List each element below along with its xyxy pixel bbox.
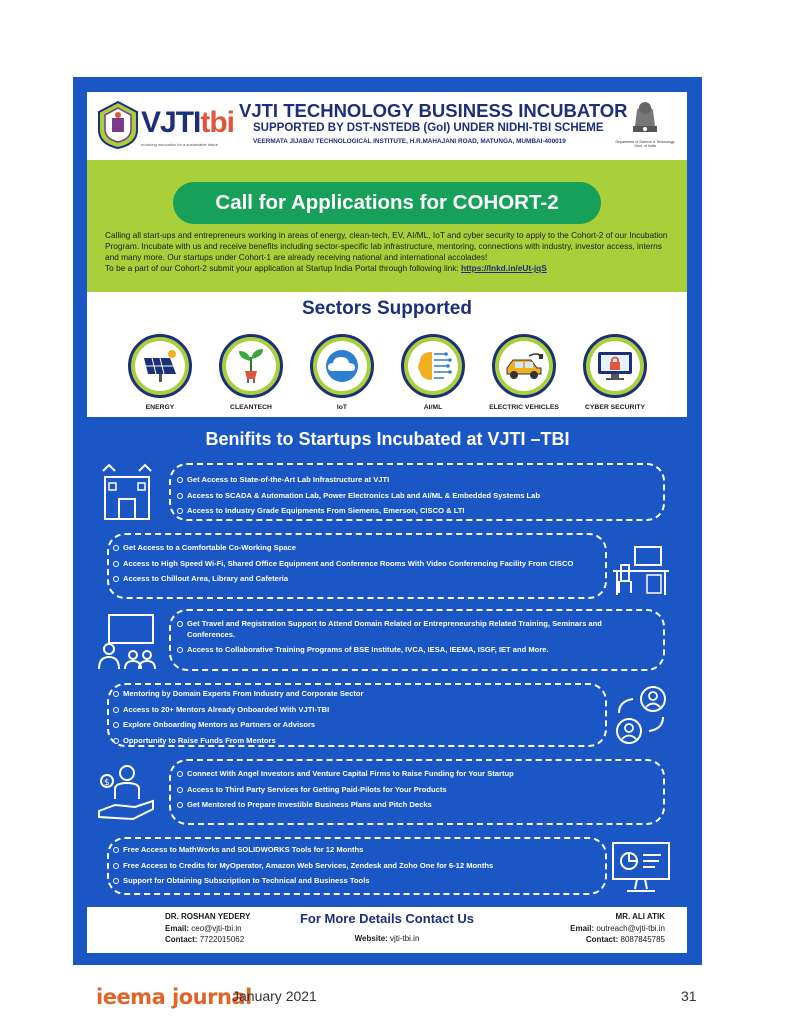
contact-email[interactable]: outreach@vjti-tbi.in: [596, 923, 665, 933]
brain-circuit-icon: [412, 346, 454, 386]
sector-cyber: [570, 334, 660, 411]
sector-label: IoT: [336, 404, 348, 411]
svg-text:$: $: [104, 778, 110, 788]
list-item: Access to Third Party Services for Getting Paid-Pilots for Your Products: [177, 785, 647, 796]
cloud-icon: [321, 347, 363, 385]
list-item: Mentoring by Domain Experts From Industry and Corporate Sector: [113, 689, 593, 700]
list-item: Access to Industry Grade Equipments From Siemens, Emerson, CISCO & LTI: [177, 506, 647, 517]
apply-text: To be a part of our Cohort-2 submit your application at Startup India Portal through following link:: [105, 263, 462, 273]
contact-email[interactable]: ceo@vjti-tbi.in: [191, 923, 242, 933]
cohort-call-banner: Call for Applications for COHORT-2: [173, 182, 601, 224]
list-item: Get Mentored to Prepare Investible Business Plans and Pitch Decks: [177, 800, 647, 811]
sector-energy: [115, 334, 205, 411]
poster: [73, 77, 702, 965]
contact-website: Website: vjti-tbi.in: [354, 934, 420, 943]
benefit-list: [113, 689, 593, 751]
vjti-tbi-logo: [95, 100, 235, 154]
workspace-desk-icon: [609, 537, 673, 601]
list-item: Free Access to MathWorks and SOLIDWORKS Tools for 12 Months: [113, 845, 593, 856]
contact-phone: 7722015062: [199, 935, 245, 944]
contact-right: MR. ALI ATIK Email: outreach@vjti-tbi.in Contact: 8087845785: [570, 912, 665, 944]
incubator-title: VJTI TECHNOLOGY BUSINESS INCUBATOR: [239, 100, 628, 121]
lock-monitor-icon: [595, 348, 635, 384]
benefit-group-workspace: [73, 531, 702, 601]
electric-car-icon: [503, 348, 545, 384]
issue-date: January 2021: [232, 988, 317, 1004]
contact-name: DR. ROSHAN YEDERY: [165, 912, 251, 921]
contact-name: MR. ALI ATIK: [615, 912, 665, 921]
lab-building-icon: [95, 461, 159, 525]
list-item: Free Access to Credits for MyOperator, Amazon Web Services, Zendesk and Zoho One for 6-12 Months: [113, 861, 593, 872]
training-board-icon: [95, 609, 159, 673]
benefit-group-mentoring: [73, 681, 702, 749]
sector-label: ENERGY: [145, 404, 175, 411]
sector-ev: [479, 334, 569, 411]
benefit-list: [113, 543, 593, 590]
benefit-list: [113, 845, 593, 892]
logo-tagline: nurturing innovation for a sustainable future: [141, 142, 218, 147]
list-item: Connect With Angel Investors and Venture Capital Firms to Raise Funding for Your Startup: [177, 769, 647, 780]
sector-label: CYBER SECURITY: [584, 404, 646, 411]
header: [87, 92, 687, 160]
govt-dept-text: Department of Science & Technology Govt. of India: [615, 140, 675, 149]
mentor-exchange-icon: [609, 683, 673, 747]
website-link[interactable]: vjti-tbi.in: [390, 934, 420, 943]
benefit-list: [177, 619, 647, 661]
investor-funding-icon: [95, 761, 159, 825]
solar-panel-icon: [140, 348, 180, 384]
call-intro: [105, 230, 671, 274]
contact-left: DR. ROSHAN YEDERY Email: ceo@vjti-tbi.in Contact: 7722015062: [165, 912, 251, 944]
benefit-group-investors: [73, 757, 702, 829]
benefit-group-lab: [73, 459, 702, 525]
sector-label: CLEANTECH: [230, 404, 272, 411]
contact-phone: 8087845785: [620, 935, 665, 944]
benefit-group-training: [73, 607, 702, 673]
list-item: Access to Collaborative Training Programs of BSE Institute, IVCA, IESA, IEEMA, ISGF, IET and More.: [177, 645, 647, 656]
contact-title: For More Details Contact Us: [299, 911, 475, 926]
list-item: Support for Obtaining Subscription to Technical and Business Tools: [113, 876, 593, 887]
benefit-list: [177, 475, 647, 522]
intro-paragraph: Calling all start-ups and entrepreneurs working in areas of energy, clean-tech, EV, AI/ML, IoT and cyber security to apply to the Cohort-2 of our Incubation Program. Incubate with us and receive benefits including sector-specific lab infrastructure, mentoring, connections with industry, investor access, interns and many more. Our startups under Cohort-1 are already receiving national and international accolades!: [105, 230, 668, 262]
govt-emblem: [611, 96, 679, 158]
call-section: [87, 160, 687, 292]
list-item: Access to High Speed Wi-Fi, Shared Office Equipment and Conference Rooms With Video Conferencing Facility From CISCO: [113, 559, 593, 570]
list-item: Access to Chillout Area, Library and Cafeteria: [113, 574, 593, 585]
list-item: Access to 20+ Mentors Already Onboarded With VJTI-TBI: [113, 705, 593, 716]
scheme-subtitle: SUPPORTED BY DST-NSTEDB (GoI) UNDER NIDHI-TBI SCHEME: [253, 122, 604, 134]
sector-label: ELECTRIC VEHICLES: [489, 404, 559, 411]
list-item: Get Travel and Registration Support to Attend Domain Related or Entrepreneurship Related Training, Seminars and Conferences.: [177, 619, 647, 640]
list-item: Explore Onboarding Mentors as Partners or Advisors: [113, 720, 593, 731]
sectors-section: [87, 292, 687, 417]
sectors-title: Sectors Supported: [302, 298, 472, 319]
software-monitor-icon: [609, 835, 673, 899]
list-item: Opportunity to Raise Funds From Mentors: [113, 736, 593, 747]
contact-section: [87, 907, 687, 953]
list-item: Get Access to State-of-the-Art Lab Infrastructure at VJTI: [177, 475, 647, 486]
sector-cleantech: [206, 334, 296, 411]
ashoka-emblem-icon: [611, 96, 679, 140]
apply-link[interactable]: https://lnkd.in/eUt-jqS: [461, 263, 547, 273]
page-number: 31: [681, 988, 697, 1004]
benefit-group-software: [73, 835, 702, 897]
plant-plug-icon: [231, 347, 271, 385]
magazine-logo: ieema journal: [96, 985, 252, 1009]
institute-address: VEERMATA JIJABAI TECHNOLOGICAL INSTITUTE, H.R.MAHAJANI ROAD, MATUNGA, MUMBAI-400019: [253, 138, 566, 145]
benefits-title: Benifits to Startups Incubated at VJTI –TBI: [205, 429, 570, 449]
vjti-emblem-icon: [95, 100, 141, 150]
list-item: Access to SCADA & Automation Lab, Power Electronics Lab and AI/ML & Embedded Systems Lab: [177, 491, 647, 502]
list-item: Get Access to a Comfortable Co-Working Space: [113, 543, 593, 554]
benefit-list: [177, 769, 647, 816]
sector-aiml: [388, 334, 478, 411]
sector-iot: [297, 334, 387, 411]
logo-wordmark: VJTItbi: [141, 106, 235, 139]
sector-label: AI/ML: [423, 404, 443, 411]
